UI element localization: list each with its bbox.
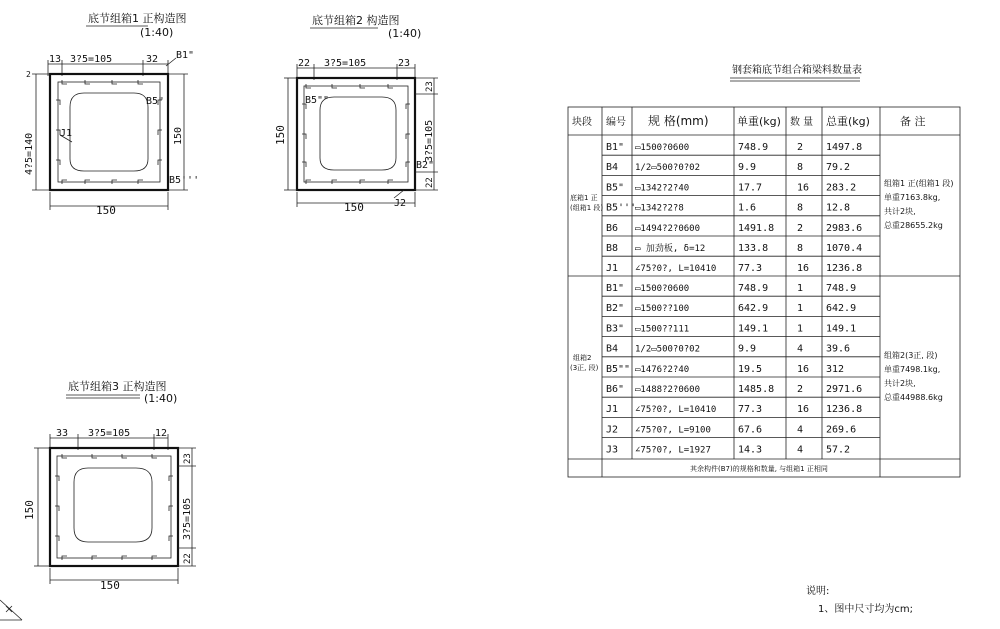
drawing-1-label-b1: B1" xyxy=(176,50,195,61)
group2-row-3-quantity: 1 xyxy=(797,323,804,335)
drawing-2-top-dim-right: 23 xyxy=(398,58,411,69)
group1-row-3-quantity: 16 xyxy=(797,182,810,194)
group2-row-3-total-weight: 149.1 xyxy=(826,323,857,335)
group-2-note-line-2: 单重7498.1kg, xyxy=(884,365,941,374)
group2-row-6-quantity: 2 xyxy=(797,384,804,395)
drawing-1-left-dim: 4?5=140 xyxy=(24,132,35,175)
group2-row-6-unit-weight: 1485.8 xyxy=(738,384,775,395)
drawing-3-box xyxy=(50,448,178,566)
group1-row-7-total-weight: 1236.8 xyxy=(826,263,863,275)
drawing-1-opening xyxy=(70,93,148,171)
group2-row-7-total-weight: 1236.8 xyxy=(826,404,863,416)
table-footer: 其余构件(B7)的规格和数量, 与组箱1 正相同 xyxy=(690,465,828,473)
group2-row-7-spec: ∠75?0?, L=10410 xyxy=(635,405,717,416)
group1-row-5-spec: ▭1494?2?0600 xyxy=(635,223,701,234)
drawing-3-right-dim-mid: 3?5=105 xyxy=(182,497,193,540)
group1-row-6-spec: ▭ 加劲板, δ=12 xyxy=(635,244,706,254)
table-title: 钢套箱底节组合箱梁料数量表 xyxy=(732,65,862,76)
drawing-3-title: 底节组箱3 正构造图 xyxy=(68,380,167,393)
group1-row-5-total-weight: 2983.6 xyxy=(826,222,863,234)
header-total-weight: 总重(kg) xyxy=(826,115,870,128)
group1-row-5-code: B6 xyxy=(606,222,619,234)
group2-row-2-code: B2" xyxy=(606,303,625,315)
group2-row-9-total-weight: 57.2 xyxy=(826,444,851,456)
group1-row-4-code: B5''' xyxy=(606,202,637,214)
group2-row-6-total-weight: 2971.6 xyxy=(826,384,863,395)
drawing-3-scale: (1:40) xyxy=(144,392,178,405)
drawing-3-top-dim-mid: 3?5=105 xyxy=(88,428,131,439)
group2-row-9-spec: ∠75?0?, L=1927 xyxy=(635,445,711,456)
group2-row-2-total-weight: 642.9 xyxy=(826,303,857,315)
group1-row-7-code: J1 xyxy=(606,263,619,275)
drawing-3-opening xyxy=(74,468,152,542)
group2-row-5-total-weight: 312 xyxy=(826,363,845,375)
group2-row-4-quantity: 4 xyxy=(797,343,804,355)
group1-row-7-unit-weight: 77.3 xyxy=(738,263,763,275)
drawing-2-scale: (1:40) xyxy=(388,27,422,40)
group1-row-4-quantity: 8 xyxy=(797,202,804,214)
drawing-1 xyxy=(24,11,199,217)
group2-row-1-spec: ▭1500?0600 xyxy=(635,284,690,294)
group2-row-5-spec: ▭1476?2?40 xyxy=(635,364,690,375)
group2-row-2-quantity: 1 xyxy=(797,303,804,315)
drawing-2-title: 底节组箱2 构造图 xyxy=(312,14,400,27)
group2-row-1-code: B1" xyxy=(606,283,625,294)
group1-row-1-total-weight: 1497.8 xyxy=(826,142,863,153)
drawing-2-label-b2: B2" xyxy=(416,160,435,171)
group2-row-4-code: B4 xyxy=(606,343,619,355)
group2-row-8-spec: ∠75?0?, L=9100 xyxy=(635,425,711,436)
group-1-name-line-1: 底箱1 正 xyxy=(570,194,598,202)
group2-row-2-spec: ▭1500??100 xyxy=(635,304,690,315)
materials-table xyxy=(568,63,960,477)
drawing-3-right-dim-bottom: 22 xyxy=(183,553,193,564)
header-quantity: 数 量 xyxy=(790,117,814,128)
group1-row-4-total-weight: 12.8 xyxy=(826,202,851,214)
drawing-2-label-j2: J2 xyxy=(394,198,407,209)
group2-row-3-spec: ▭1500??111 xyxy=(635,324,690,335)
group-2-name-line-2: (3正, 段) xyxy=(570,364,599,372)
header-segment: 块段 xyxy=(572,117,592,128)
drawing-1-label-b5a: B5" xyxy=(146,96,165,107)
drawing-1-top-dim-right: 32 xyxy=(146,54,159,65)
group1-row-3-code: B5" xyxy=(606,182,625,194)
drawing-3-bottom-dim: 150 xyxy=(100,579,120,592)
group1-row-3-unit-weight: 17.7 xyxy=(738,182,763,194)
group1-row-6-unit-weight: 133.8 xyxy=(738,243,769,254)
drawing-2-right-dim-bottom: 22 xyxy=(425,177,435,188)
drawing-2-left-dim: 150 xyxy=(274,125,287,145)
drawing-1-title: 底节组箱1 正构造图 xyxy=(88,12,187,25)
drawing-2 xyxy=(274,13,438,214)
group2-row-1-total-weight: 748.9 xyxy=(826,283,857,294)
drawing-3-right-dim-top: 23 xyxy=(183,453,193,464)
group1-row-2-spec: 1/2▭500?0?02 xyxy=(635,163,701,174)
group1-row-5-unit-weight: 1491.8 xyxy=(738,222,775,234)
drawing-3-top-dim-left: 33 xyxy=(56,428,69,439)
group1-row-1-quantity: 2 xyxy=(797,142,804,153)
group1-row-6-quantity: 8 xyxy=(797,243,804,254)
group2-row-4-spec: 1/2▭500?0?02 xyxy=(635,344,701,355)
group-1-note-line-4: 总重28655.2kg xyxy=(884,221,943,230)
group1-row-6-code: B8 xyxy=(606,243,619,254)
drawing-3-left-dim: 150 xyxy=(23,500,36,520)
drawing-1-left-tick: 2 xyxy=(26,70,31,79)
group2-row-9-quantity: 4 xyxy=(797,444,804,456)
group2-row-9-unit-weight: 14.3 xyxy=(738,444,763,456)
group1-row-4-spec: ▭1342?2?8 xyxy=(635,203,684,214)
group-2-note-line-1: 组箱2(3正, 段) xyxy=(884,351,938,360)
group1-row-2-unit-weight: 9.9 xyxy=(738,162,757,174)
group2-row-8-unit-weight: 67.6 xyxy=(738,424,763,436)
drawing-1-right-dim: 150 xyxy=(173,126,184,145)
group2-row-8-quantity: 4 xyxy=(797,424,804,436)
drawing-2-top-dim-left: 22 xyxy=(298,58,311,69)
drawing-2-top-dim-mid: 3?5=105 xyxy=(324,58,367,69)
drawing-2-bottom-dim: 150 xyxy=(344,201,364,214)
group-1-note-line-3: 共计2块, xyxy=(884,207,916,216)
group1-row-1-code: B1" xyxy=(606,142,625,153)
notes-item-1: 1、图中尺寸均为cm; xyxy=(818,604,913,615)
drawing-1-label-b5b: B5''' xyxy=(169,175,200,186)
header-code: 编号 xyxy=(606,117,626,128)
group2-row-4-total-weight: 39.6 xyxy=(826,343,851,355)
group1-row-2-total-weight: 79.2 xyxy=(826,162,851,174)
header-unit-weight: 单重(kg) xyxy=(737,115,781,128)
drawing-1-label-j1: J1 xyxy=(60,128,73,139)
group-1-note-line-1: 组箱1 正(组箱1 段) xyxy=(884,179,954,188)
group2-row-8-total-weight: 269.6 xyxy=(826,424,857,436)
notes-title: 说明: xyxy=(806,586,830,597)
group2-row-7-unit-weight: 77.3 xyxy=(738,404,763,416)
group2-row-6-spec: ▭1488?2?0600 xyxy=(635,385,701,395)
drawing-2-right-dim-mid: 3?5=105 xyxy=(424,119,435,162)
group2-row-3-code: B3" xyxy=(606,323,625,335)
group-1-name-line-2: (组箱1 段) xyxy=(570,204,604,212)
group1-row-6-total-weight: 1070.4 xyxy=(826,243,863,254)
group2-row-6-code: B6" xyxy=(606,384,625,395)
group1-row-3-spec: ▭1342?2?40 xyxy=(635,183,690,194)
group-2-note-line-4: 总重44988.6kg xyxy=(884,393,943,402)
drawing-1-scale: (1:40) xyxy=(140,26,174,39)
group-1-note-line-2: 单重7163.8kg, xyxy=(884,193,941,202)
group1-row-1-unit-weight: 748.9 xyxy=(738,142,769,153)
group1-row-1-spec: ▭1500?0600 xyxy=(635,143,690,153)
drawing-3 xyxy=(23,379,196,592)
group-2-note-line-3: 共计2块, xyxy=(884,379,916,388)
group1-row-7-quantity: 16 xyxy=(797,263,810,275)
group2-row-5-quantity: 16 xyxy=(797,363,810,375)
drawing-1-top-dim-mid: 3?5=105 xyxy=(70,54,113,65)
group1-row-3-total-weight: 283.2 xyxy=(826,182,857,194)
drawing-1-bottom-dim: 150 xyxy=(96,204,116,217)
group-2-name-line-1: 组箱2 xyxy=(573,354,592,362)
drawing-3-top-dim-right: 12 xyxy=(155,428,168,439)
group1-row-7-spec: ∠75?0?, L=10410 xyxy=(635,264,717,275)
group1-row-4-unit-weight: 1.6 xyxy=(738,202,757,214)
group2-row-5-code: B5"" xyxy=(606,363,631,375)
group2-row-5-unit-weight: 19.5 xyxy=(738,363,763,375)
group1-row-5-quantity: 2 xyxy=(797,222,804,234)
drawing-2-label-b5: B5"" xyxy=(305,95,330,106)
drawing-1-top-dim-left: 13 xyxy=(49,54,62,65)
header-spec: 规 格(mm) xyxy=(648,114,709,128)
header-remarks: 备 注 xyxy=(900,115,926,128)
group1-row-2-quantity: 8 xyxy=(797,162,804,174)
drawing-2-opening xyxy=(320,97,396,170)
group2-row-8-code: J2 xyxy=(606,424,619,436)
group2-row-1-unit-weight: 748.9 xyxy=(738,283,769,294)
group2-row-4-unit-weight: 9.9 xyxy=(738,343,757,355)
group2-row-3-unit-weight: 149.1 xyxy=(738,323,769,335)
group1-row-2-code: B4 xyxy=(606,162,619,174)
group2-row-1-quantity: 1 xyxy=(797,283,804,294)
group2-row-7-code: J1 xyxy=(606,404,619,416)
group2-row-9-code: J3 xyxy=(606,444,619,456)
corner-mark xyxy=(0,600,22,620)
group2-row-7-quantity: 16 xyxy=(797,404,810,416)
group2-row-2-unit-weight: 642.9 xyxy=(738,303,769,315)
drawing-2-right-dim-top: 23 xyxy=(425,81,435,92)
